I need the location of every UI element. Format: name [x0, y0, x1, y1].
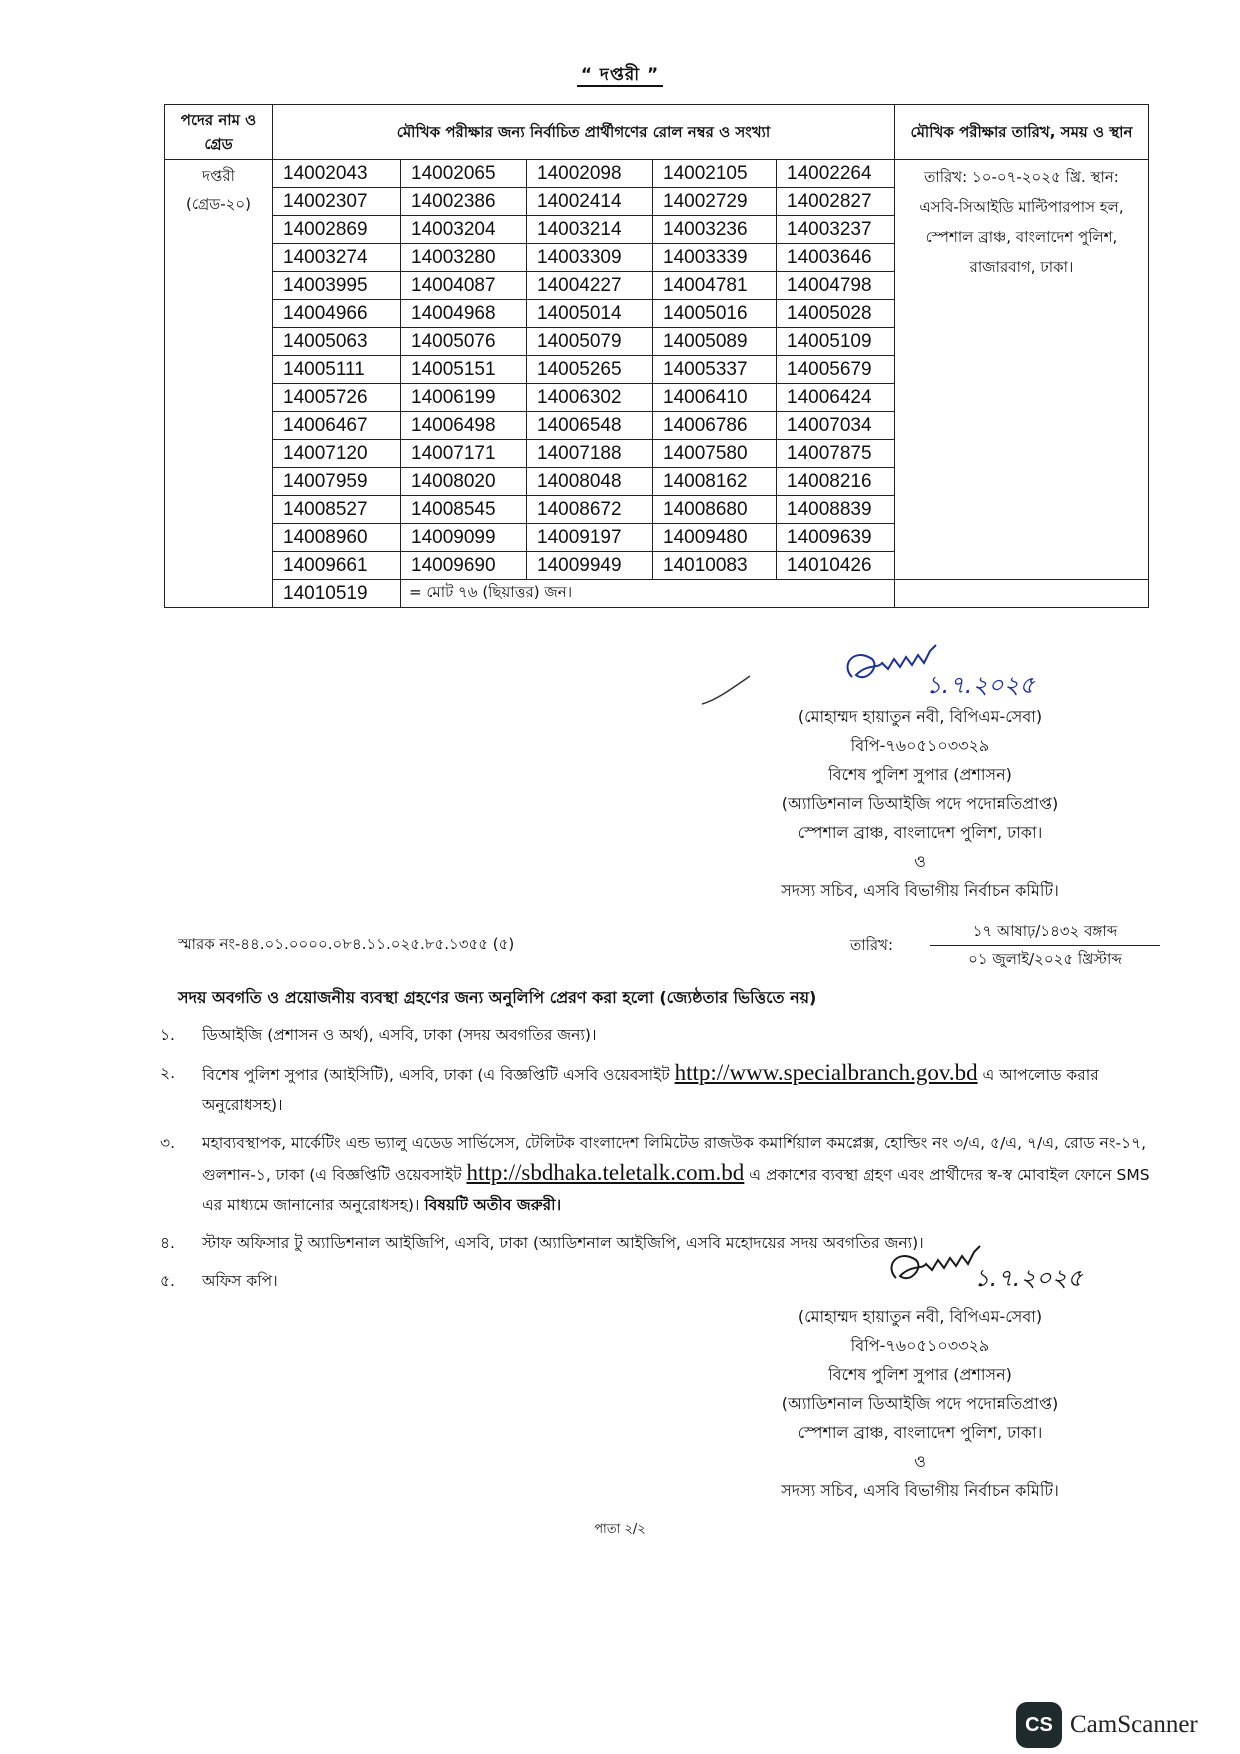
roll-number: 14006199	[401, 384, 527, 412]
roll-number: 14008527	[273, 496, 401, 524]
camscanner-text: CamScanner	[1070, 1711, 1198, 1738]
roll-number: 14008216	[777, 468, 895, 496]
date-english: ০১ জুলাই/২০২৫ খ্রিস্টাব্দ	[968, 950, 1122, 968]
signature-line: স্পেশাল ব্রাঞ্চ, বাংলাদেশ পুলিশ, ঢাকা।	[797, 823, 1043, 842]
signature-line: ও	[914, 1452, 926, 1471]
roll-number: 14010426	[777, 552, 895, 580]
roll-number: 14002098	[527, 160, 653, 188]
roll-number: 14004087	[401, 272, 527, 300]
roll-number: 14010519	[273, 580, 401, 608]
roll-number: 14005151	[401, 356, 527, 384]
roll-number: 14005014	[527, 300, 653, 328]
copy-item: ৫. অফিস কপি।	[160, 1272, 278, 1290]
date-bangla: ১৭ আষাঢ়/১৪৩২ বঙ্গাব্দ	[930, 918, 1160, 946]
copies-heading: সদয় অবগতি ও প্রয়োজনীয় ব্যবস্থা গ্রহণের জন্য অনুলিপি প্রেরণ করা হলো (জ্যেষ্ঠতার ভিত্তিতে নয়)	[178, 988, 817, 1007]
roll-number: 14007580	[653, 440, 777, 468]
roll-number: 14005028	[777, 300, 895, 328]
signature-line: বিপি-৭৬০৫১০৩৩২৯	[850, 1336, 990, 1355]
camscanner-watermark	[1016, 1702, 1198, 1748]
roll-number: 14009099	[401, 524, 527, 552]
roll-number: 14003309	[527, 244, 653, 272]
roll-number: 14005726	[273, 384, 401, 412]
total-count: = মোট ৭৬ (ছিয়াত্তর) জন।	[401, 580, 895, 608]
roll-number: 14005076	[401, 328, 527, 356]
teletalk-link[interactable]: http://sbdhaka.teletalk.com.bd	[466, 1160, 745, 1185]
roll-number: 14008020	[401, 468, 527, 496]
empty-cell	[895, 580, 1149, 608]
handwritten-signature	[838, 635, 1058, 705]
signature-line: বিশেষ পুলিশ সুপার (প্রশাসন)	[828, 1365, 1012, 1384]
roll-number: 14007034	[777, 412, 895, 440]
roll-number: 14005337	[653, 356, 777, 384]
roll-number: 14006467	[273, 412, 401, 440]
roll-number: 14009197	[527, 524, 653, 552]
roll-number: 14005111	[273, 356, 401, 384]
roll-number-table	[164, 104, 1149, 608]
document-title: “ দপ্তরী ”	[0, 62, 1240, 90]
roll-number: 14007875	[777, 440, 895, 468]
roll-number: 14003280	[401, 244, 527, 272]
signature-line: (অ্যাডিশনাল ডিআইজি পদে পদোন্নতিপ্রাপ্ত)	[781, 1394, 1059, 1413]
roll-number: 14007959	[273, 468, 401, 496]
roll-number: 14008048	[527, 468, 653, 496]
copy-item: ১. ডিআইজি (প্রশাসন ও অর্থ), এসবি, ঢাকা (সদয় অবগতির জন্য)।	[160, 1026, 597, 1044]
roll-number: 14002105	[653, 160, 777, 188]
post-cell	[165, 160, 273, 608]
roll-number: 14005089	[653, 328, 777, 356]
roll-number: 14010083	[653, 552, 777, 580]
roll-number: 14002869	[273, 216, 401, 244]
roll-number: 14008680	[653, 496, 777, 524]
page-number: পাতা ২/২	[594, 1522, 646, 1537]
roll-number: 14002414	[527, 188, 653, 216]
signature-line: বিপি-৭৬০৫১০৩৩২৯	[850, 736, 990, 755]
signature-date: ১.৭.২০২৫	[974, 1264, 1083, 1292]
roll-number: 14004968	[401, 300, 527, 328]
roll-number: 14003214	[527, 216, 653, 244]
copy-item: ৩. মহাব্যবস্থাপক, মার্কেটিং এন্ড ভ্যালু এডেড সার্ভিসেস, টেলিটক বাংলাদেশ লিমিটেড রাজউক কমার্শিয়াল কমপ্লেক্স, হোল্ডিং নং ৩/এ, ৫/এ, ৭/এ, রোড নং-১৭, গুলশান-১, ঢাকা (এ বিজ্ঞপ্তিটি ওয়েবসাইট http://sbdhaka.teletalk.com.bd এ প্রকাশের ব্যবস্থা গ্রহণ এবং প্রার্থীদের স্ব-স্ব মোবাইল ফোনে SMS এর মাধ্যমে জানানোর অনুরোধসহ)। বিষয়টি অতীব জরুরী।	[160, 1134, 1150, 1214]
post-grade: (গ্রেড-২০)	[186, 195, 251, 213]
roll-number: 14007120	[273, 440, 401, 468]
roll-number: 14004781	[653, 272, 777, 300]
roll-number: 14002729	[653, 188, 777, 216]
roll-number: 14009690	[401, 552, 527, 580]
roll-number: 14008839	[777, 496, 895, 524]
urgent-note: বিষয়টি অতীব জরুরী।	[424, 1196, 562, 1214]
roll-number: 14002307	[273, 188, 401, 216]
roll-number: 14002827	[777, 188, 895, 216]
copy-item: ২. বিশেষ পুলিশ সুপার (আইসিটি), এসবি, ঢাকা (এ বিজ্ঞপ্তিটি এসবি ওয়েবসাইট http://www.specialbranch.gov.bd এ আপলোড করার অনুরোধসহ)।	[160, 1060, 1099, 1114]
signature-block-1	[720, 702, 1120, 905]
signature-line: (অ্যাডিশনাল ডিআইজি পদে পদোন্নতিপ্রাপ্ত)	[781, 794, 1059, 813]
header-roll-numbers: মৌখিক পরীক্ষার জন্য নির্বাচিত প্রার্থীগণের রোল নম্বর ও সংখ্যা	[273, 105, 895, 160]
roll-number: 14009639	[777, 524, 895, 552]
roll-number: 14004798	[777, 272, 895, 300]
header-exam-info: মৌখিক পরীক্ষার তারিখ, সময় ও স্থান	[895, 105, 1149, 160]
header-post-grade: পদের নাম ও গ্রেড	[165, 105, 273, 160]
roll-number: 14009480	[653, 524, 777, 552]
signature-line: ও	[914, 852, 926, 871]
signature-line: সদস্য সচিব, এসবি বিভাগীয় নির্বাচন কমিটি।	[781, 1481, 1059, 1500]
signature-line: (মোহাম্মদ হায়াতুন নবী, বিপিএম-সেবা)	[797, 707, 1043, 726]
roll-number: 14005016	[653, 300, 777, 328]
roll-number: 14003646	[777, 244, 895, 272]
roll-number: 14002264	[777, 160, 895, 188]
roll-number: 14006498	[401, 412, 527, 440]
roll-number: 14003237	[777, 216, 895, 244]
camscanner-logo-icon: CS	[1016, 1702, 1062, 1748]
signature-date: ১.৭.২০২৫	[926, 671, 1035, 699]
roll-number: 14009661	[273, 552, 401, 580]
date-label: তারিখ:	[850, 936, 894, 954]
roll-number: 14003995	[273, 272, 401, 300]
roll-number: 14004966	[273, 300, 401, 328]
roll-number: 14008162	[653, 468, 777, 496]
roll-number: 14006410	[653, 384, 777, 412]
roll-number: 14005109	[777, 328, 895, 356]
handwritten-signature	[882, 1234, 1102, 1304]
roll-number: 14003339	[653, 244, 777, 272]
roll-number: 14009949	[527, 552, 653, 580]
post-name: দপ্তরী	[202, 167, 235, 185]
exam-info: তারিখ: ১০-০৭-২০২৫ খ্রি. স্থান: এসবি-সিআইডি মাল্টিপারপাস হল, স্পেশাল ব্রাঞ্চ, বাংলাদেশ পুলিশ, রাজারবাগ, ঢাকা।	[895, 160, 1149, 580]
roll-number: 14004227	[527, 272, 653, 300]
roll-number: 14003274	[273, 244, 401, 272]
roll-number: 14008545	[401, 496, 527, 524]
roll-number: 14003204	[401, 216, 527, 244]
roll-number: 14006548	[527, 412, 653, 440]
signature-line: বিশেষ পুলিশ সুপার (প্রশাসন)	[828, 765, 1012, 784]
memo-number: স্মারক নং-৪৪.০১.০০০০.০৮৪.১১.০২৫.৮৫.১৩৫৫ (৫)	[178, 935, 515, 953]
roll-number: 14002065	[401, 160, 527, 188]
roll-number: 14005063	[273, 328, 401, 356]
roll-number: 14006302	[527, 384, 653, 412]
roll-number: 14005265	[527, 356, 653, 384]
roll-number: 14003236	[653, 216, 777, 244]
roll-number: 14007171	[401, 440, 527, 468]
signature-line: (মোহাম্মদ হায়াতুন নবী, বিপিএম-সেবা)	[797, 1307, 1043, 1326]
signature-block-2	[720, 1302, 1120, 1505]
roll-number: 14005679	[777, 356, 895, 384]
signature-line: সদস্য সচিব, এসবি বিভাগীয় নির্বাচন কমিটি।	[781, 881, 1059, 900]
roll-number: 14005079	[527, 328, 653, 356]
roll-number: 14002386	[401, 188, 527, 216]
table-row	[165, 160, 1149, 188]
copy-item: ৪. স্টাফ অফিসার টু অ্যাডিশনাল আইজিপি, এসবি, ঢাকা (অ্যাডিশনাল আইজিপি, এসবি মহোদয়ের সদয় অবগতির জন্য)।	[160, 1234, 924, 1252]
roll-number: 14006786	[653, 412, 777, 440]
table-row	[165, 580, 1149, 608]
roll-number: 14008672	[527, 496, 653, 524]
specialbranch-link[interactable]: http://www.specialbranch.gov.bd	[674, 1060, 978, 1085]
roll-number: 14006424	[777, 384, 895, 412]
roll-number: 14007188	[527, 440, 653, 468]
roll-number: 14002043	[273, 160, 401, 188]
roll-number: 14008960	[273, 524, 401, 552]
signature-line: স্পেশাল ব্রাঞ্চ, বাংলাদেশ পুলিশ, ঢাকা।	[797, 1423, 1043, 1442]
